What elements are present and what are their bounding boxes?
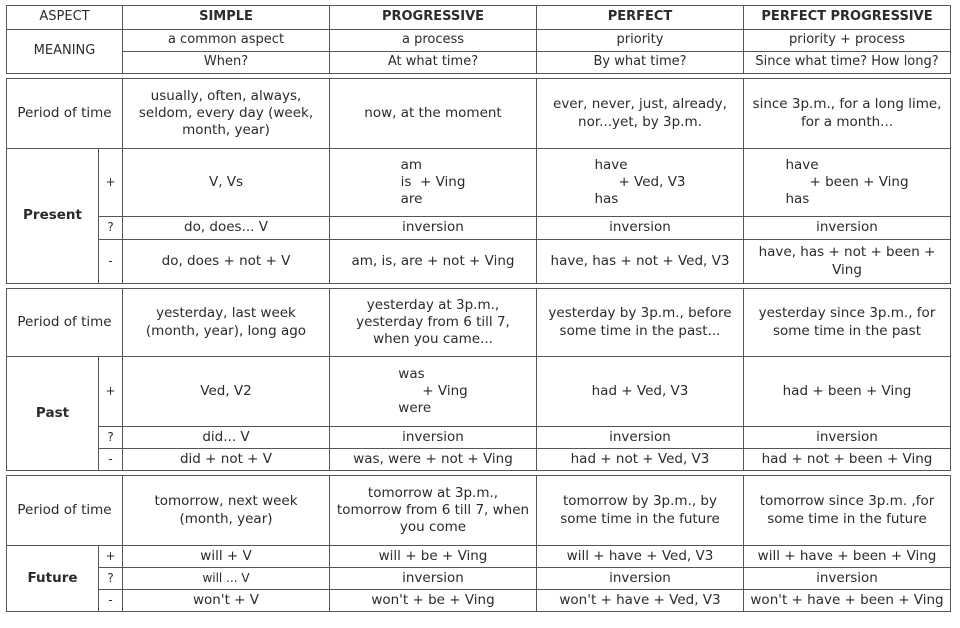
future-simple-affirmative: will + V bbox=[123, 546, 330, 568]
aspect-header: ASPECT bbox=[7, 6, 123, 30]
are-text: are bbox=[400, 191, 423, 208]
future-question-row bbox=[7, 568, 951, 590]
present-perfect-period: ever, never, just, already, nor...yet, by 3p.m. bbox=[537, 79, 744, 149]
meaning-progressive: a process bbox=[330, 30, 537, 52]
future-progressive-negative: won't + be + Ving bbox=[330, 590, 537, 612]
ving-text: + Ving bbox=[422, 382, 468, 399]
present-simple-question: do, does... V bbox=[123, 217, 330, 240]
ved-v3-text: + Ved, V3 bbox=[618, 173, 686, 190]
present-perfect-affirmative bbox=[537, 149, 744, 217]
past-perfect-progressive-negative: had + not + been + Ving bbox=[744, 449, 951, 471]
tense-aspect-table bbox=[6, 5, 951, 612]
future-simple-question: will ... V bbox=[123, 568, 330, 590]
past-perfect-period: yesterday by 3p.m., before some time in the past... bbox=[537, 289, 744, 357]
future-perfect-question: inversion bbox=[537, 568, 744, 590]
ving-text: + Ving bbox=[419, 173, 466, 190]
minus-sign: - bbox=[99, 590, 123, 612]
present-pp-stack bbox=[785, 157, 908, 209]
past-question-row bbox=[7, 427, 951, 449]
question-perfect-progressive: Since what time? How long? bbox=[744, 52, 951, 74]
present-perfect-question: inversion bbox=[537, 217, 744, 240]
present-progressive-negative: am, is, are + not + Ving bbox=[330, 240, 537, 284]
been-ving-text: + been + Ving bbox=[809, 173, 909, 190]
present-simple-negative: do, does + not + V bbox=[123, 240, 330, 284]
question-sign: ? bbox=[99, 427, 123, 449]
were-text: were bbox=[398, 400, 432, 417]
present-negative-row bbox=[7, 240, 951, 284]
future-perfect-negative: won't + have + Ved, V3 bbox=[537, 590, 744, 612]
question-simple: When? bbox=[123, 52, 330, 74]
past-perfect-negative: had + not + Ved, V3 bbox=[537, 449, 744, 471]
present-perfect-progressive-negative: have, has + not + been + Ving bbox=[744, 240, 951, 284]
past-simple-period: yesterday, last week (month, year), long ago bbox=[123, 289, 330, 357]
minus-sign: - bbox=[99, 240, 123, 284]
future-label: Future bbox=[7, 546, 99, 612]
present-progressive-stack bbox=[401, 157, 466, 209]
plus-sign: + bbox=[99, 546, 123, 568]
question-progressive: At what time? bbox=[330, 52, 537, 74]
past-progressive-affirmative bbox=[330, 357, 537, 427]
meaning-row-1 bbox=[7, 30, 951, 52]
past-simple-affirmative: Ved, V2 bbox=[123, 357, 330, 427]
future-progressive-period: tomorrow at 3p.m., tomorrow from 6 till 7, when you come bbox=[330, 476, 537, 546]
has-text: has bbox=[785, 191, 810, 208]
past-simple-negative: did + not + V bbox=[123, 449, 330, 471]
past-progressive-period: yesterday at 3p.m., yesterday from 6 till 7, when you came... bbox=[330, 289, 537, 357]
meaning-simple: a common aspect bbox=[123, 30, 330, 52]
past-perfect-affirmative: had + Ved, V3 bbox=[537, 357, 744, 427]
present-affirmative-row bbox=[7, 149, 951, 217]
question-sign: ? bbox=[99, 568, 123, 590]
present-perfect-progressive-affirmative bbox=[744, 149, 951, 217]
future-perfect-affirmative: will + have + Ved, V3 bbox=[537, 546, 744, 568]
future-simple-period: tomorrow, next week (month, year) bbox=[123, 476, 330, 546]
past-progressive-question: inversion bbox=[330, 427, 537, 449]
question-sign: ? bbox=[99, 217, 123, 240]
past-perfect-progressive-question: inversion bbox=[744, 427, 951, 449]
am-text: am bbox=[400, 156, 423, 173]
future-affirmative-row bbox=[7, 546, 951, 568]
future-period-label: Period of time bbox=[7, 476, 123, 546]
meaning-perfect: priority bbox=[537, 30, 744, 52]
present-perfect-progressive-question: inversion bbox=[744, 217, 951, 240]
past-period-row bbox=[7, 289, 951, 357]
past-progressive-stack bbox=[398, 366, 467, 418]
have-text: have bbox=[594, 156, 628, 173]
perfect-header: PERFECT bbox=[537, 6, 744, 30]
past-simple-question: did... V bbox=[123, 427, 330, 449]
present-progressive-affirmative bbox=[330, 149, 537, 217]
present-perfect-progressive-period: since 3p.m., for a long lime, for a month... bbox=[744, 79, 951, 149]
present-progressive-question: inversion bbox=[330, 217, 537, 240]
plus-sign: + bbox=[99, 357, 123, 427]
future-perfect-progressive-negative: won't + have + been + Ving bbox=[744, 590, 951, 612]
past-label: Past bbox=[7, 357, 99, 471]
past-perfect-progressive-affirmative: had + been + Ving bbox=[744, 357, 951, 427]
past-perfect-progressive-period: yesterday since 3p.m., for some time in the past bbox=[744, 289, 951, 357]
present-simple-period: usually, often, always, seldom, every day (week, month, year) bbox=[123, 79, 330, 149]
future-period-row bbox=[7, 476, 951, 546]
present-perfect-negative: have, has + not + Ved, V3 bbox=[537, 240, 744, 284]
present-period-label: Period of time bbox=[7, 79, 123, 149]
has-text: has bbox=[594, 191, 619, 208]
future-perfect-progressive-question: inversion bbox=[744, 568, 951, 590]
future-progressive-affirmative: will + be + Ving bbox=[330, 546, 537, 568]
future-negative-row bbox=[7, 590, 951, 612]
meaning-row-2 bbox=[7, 52, 951, 74]
was-text: was bbox=[398, 365, 425, 382]
present-question-row bbox=[7, 217, 951, 240]
past-perfect-question: inversion bbox=[537, 427, 744, 449]
future-simple-negative: won't + V bbox=[123, 590, 330, 612]
future-perfect-period: tomorrow by 3p.m., by some time in the future bbox=[537, 476, 744, 546]
past-progressive-negative: was, were + not + Ving bbox=[330, 449, 537, 471]
present-label: Present bbox=[7, 149, 99, 284]
progressive-header: PROGRESSIVE bbox=[330, 6, 537, 30]
past-negative-row bbox=[7, 449, 951, 471]
plus-sign: + bbox=[99, 149, 123, 217]
is-text: is bbox=[400, 173, 412, 190]
meaning-header: MEANING bbox=[7, 30, 123, 74]
minus-sign: - bbox=[99, 449, 123, 471]
present-progressive-period: now, at the moment bbox=[330, 79, 537, 149]
present-perfect-stack bbox=[594, 157, 685, 209]
future-perfect-progressive-period: tomorrow since 3p.m. ,for some time in the future bbox=[744, 476, 951, 546]
present-simple-affirmative: V, Vs bbox=[123, 149, 330, 217]
future-progressive-question: inversion bbox=[330, 568, 537, 590]
past-affirmative-row bbox=[7, 357, 951, 427]
meaning-perfect-progressive: priority + process bbox=[744, 30, 951, 52]
simple-header: SIMPLE bbox=[123, 6, 330, 30]
past-period-label: Period of time bbox=[7, 289, 123, 357]
present-period-row bbox=[7, 79, 951, 149]
perfect-progressive-header: PERFECT PROGRESSIVE bbox=[744, 6, 951, 30]
header-row-aspect bbox=[7, 6, 951, 30]
question-perfect: By what time? bbox=[537, 52, 744, 74]
future-perfect-progressive-affirmative: will + have + been + Ving bbox=[744, 546, 951, 568]
have-text: have bbox=[785, 156, 819, 173]
